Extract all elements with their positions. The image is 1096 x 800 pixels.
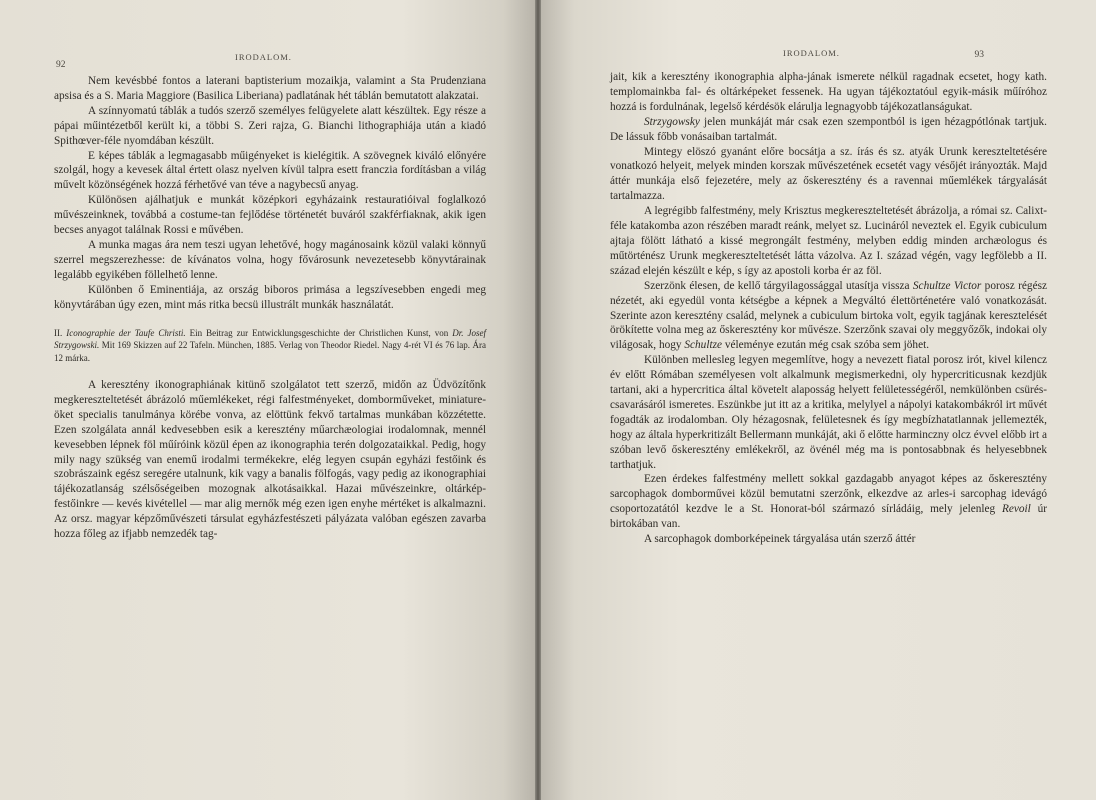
citation-numeral: II. (54, 327, 63, 338)
paragraph-text: Mintegy elöszó gyanánt előre bocsátja a sz. írás és sz. atyák Urunk kereszteltetésére vonatkozó helyeit, melyek minden korszak művészetének ecsetét vagy vésőjét irányozták. Majd áttér munkája első fejezetére, mely az őskeresztény és a ravennai műemlékek tárgyalását tartalmazza. (610, 145, 1047, 203)
book-citation (54, 327, 486, 365)
paragraph-text: Ezen érdekes falfestmény mellett sokkal gazdagabb anyagot képes az őskeresztény sarcophagok domborművei közül bemutatni szerzőnk, elkezdve az arles-i sarcophag idevágó csoportozatától kezdve le a St. Honorat-ból származó sírládáig, mely jelenleg (610, 473, 1047, 516)
italic-name: Revoil (1001, 503, 1031, 516)
paragraph-text: Különben mellesleg legyen megemlítve, hogy a nevezett fiatal porosz irót, kivel kilencz év előtt Rómában személyesen volt alkalmunk megismerkedni, oly hypercriticusnak kezdjük tartani, aki a hypercritica által követelt alaposság helyett felületességéről, nemkülönben csürés-csavarásáról ismeretes. Eszünkbe jut itt az a kritika, melylyel a nápolyi katakombákról irt művét fogadták az irodalomban. Oly hézagosnak, felületesnek és így megbízhatatlannak jellemezték, hogy az általa hyperkritizált Bellermann munkáját, aki ő előtte harminczny olcz évvel előbb irt a szóban levő őskeresztény emlékekről, az övénél még ma is pontosabbnak és helyesebbnek tarthatjuk. (610, 354, 1047, 471)
paragraph-text: véleménye ezután még csak szóba sem jöhet. (722, 339, 930, 352)
paragraph: Különben ő Eminentiája, az ország biboros primása a legszívesebben engedi meg könyvtárában úgy ezen, mint más ritka becsü illustrált munkák használatát. (54, 283, 486, 311)
paragraph (610, 532, 1047, 547)
citation-text1: Ein Beitrag zur Entwicklungsgeschichte der Christlichen Kunst, von (189, 327, 449, 338)
left-page-text (54, 74, 486, 542)
paragraph: Nem kevésbbé fontos a laterani baptisterium mozaikja, valamint a Sta Prudenziana apsisa és a S. Maria Maggiore (Basilica Liberiana) padlatának hét táblán bemutatott alakzatai. (54, 75, 486, 102)
paragraph (610, 353, 1047, 472)
paragraph: Különösen ajálhatjuk e munkát középkori egyházaink restauratióival foglalkozó művészeinknek, továbbá a costume-tan fejlődése történetét buváról szakférfiaknak, akik igen becses anyagot találnak Rossi e művében. (54, 194, 486, 237)
paragraph: A munka magas ára nem teszi ugyan lehetővé, hogy magánosaink közül valaki könnyű szerrel megszerezhesse: de kívánatos volna, hogy fővárosunk nevezetesebb könyvtárainak legalább egyikében föllelhető lenne. (54, 238, 486, 281)
italic-name: Schultze (684, 339, 723, 352)
paragraph (610, 279, 1047, 354)
paragraph-text: jelen munkáját már csak ezen szempontból is igen hézagpótlónak tartjuk. De lássuk főbb vonásaiban tartalmát. (610, 115, 1047, 143)
left-page (0, 0, 535, 800)
paragraph-text: Szerzönk élesen, de kellő tárgyilagossággal utasítja vissza (644, 279, 913, 292)
citation-author: Dr. Josef Strzygowski. (54, 327, 487, 350)
paragraph (610, 70, 1047, 115)
paragraph-text: A legrégibb falfestmény, mely Krisztus megkereszteltetését ábrázolja, a római sz. Calixt-féle katakomba azon részében maradt reánk, melyet sz. Lucináról neveztek el. Egyik cubiculum ajtaja fölött látható a kissé megrongált festmény, melyben eddig minden archæologus és műtörténész Urunk megkereszteltetését látta vázolva. Az I. század végén, vagy legfölebb a II. század elején készült e kép, s így az apostoli korba ér az föl. (610, 205, 1047, 277)
paragraph-text: jait, kik a keresztény ikonographia alpha-jának ismerete nélkül ragadnak ecsetet, hogy kath. templomainkba fal- és oltárképeket fessenek. Ha ugyan tájékoztatóul egyik-másik műíróhoz hozzá is fordulnának, legelső kérdésök elárulja legnagyobb tájékozatlanságukat. (610, 71, 1047, 113)
paragraph: E képes táblák a legmagasabb műigényeket is kielégitik. A szövegnek kiváló előnyére szolgál, hogy a kevesek által értett olasz nyelven kívül talpra esett franczia fordításban a világ művelt közönségének hozzá férhetővé van téve a nagybecsű anyag. (54, 149, 486, 192)
right-page-text (610, 70, 1047, 547)
right-page (541, 0, 1096, 800)
italic-name: Schultze Victor (912, 279, 982, 292)
page-number: 93 (974, 50, 984, 60)
citation-text2: Mit 169 Skizzen auf 22 Tafeln. München, 1885. Verlag von Theodor Riedel. Nagy 4-rét VI és 76 lap. Ára 12 márka. (54, 340, 487, 363)
paragraph (610, 115, 1047, 145)
paragraph-text: A sarcophagok domborképeinek tárgyalása után szerző áttér (644, 533, 916, 546)
running-head: IRODALOM. (235, 52, 292, 62)
page-number: 92 (56, 60, 66, 70)
paragraph (610, 472, 1047, 532)
citation-title: Iconographie der Taufe Christi. (66, 327, 186, 338)
paragraph-text: porosz régész nézetét, aki egyedül vonta kétségbe a képnek a Megváltó élettörténetére való vonatkozását. Szerinte azon keresztény család, melynek a cubiculum birtoka volt, egyik tagjának keresztelését örökítette volna meg az őskeresztény kor művésze. Szerzőnk szavai oly meggyőzők, indokai oly világosak, hogy (610, 279, 1047, 352)
running-head: IRODALOM. (783, 48, 840, 58)
paragraph (610, 204, 1047, 279)
left-paragraphs (54, 74, 486, 313)
left-paragraphs-after (54, 378, 486, 542)
paragraph: A keresztény ikonographiának kitünő szolgálatot tett szerző, midőn az Üdvözítőnk megkereszteltetését ábrázoló műemlékeket, régi falfestményeket, domborműveket, miniature-öket specialis tanulmánya körébe vonva, az elöttünk fekvő tartalmas munkában közzétette. Ezen szolgálata annál kedvesebben esik a keresztény műarchæologiai irodalomnak, mennél kevesebben lépnek föl műíróink közül épen az ikonographia terén dolgozataikkal. Pedig, hogy mily nagy szükség van enemű irodalmi termékekre, elég legyen csupán egyházi festőink és szobrászaink egész seregére utalnunk, kik vagy a banalis fölfogás, vagy pedig az ikonographiai tájékozatlanság szélsőségeiben mozognak alkotásaikkal. Hazai művészeinkre, oltárkép-festőinkre — kevés kivétellel — mar alig mernők még ezen igen enyhe mértéket is alkalmazni. Az orsz. magyar képzőművészeti társulat egyházfestészeti pályázata valóban egészen zavarba hozza főleg az ifjabb nemzedék tag- (54, 379, 486, 541)
paragraph (610, 145, 1047, 205)
paragraph-text: úr birtokában van. (610, 503, 1047, 531)
italic-name: Strzygowsky (644, 115, 700, 128)
paragraph: A színnyomatú táblák a tudós szerző személyes felügyelete alatt készültek. Egy része a pápai műintézetből került ki, a többi S. Zeri rajza, G. Bianchi lithographiája után a kiadó Spithœver-féle nyomdában készült. (54, 104, 486, 147)
right-paragraphs (610, 70, 1047, 547)
